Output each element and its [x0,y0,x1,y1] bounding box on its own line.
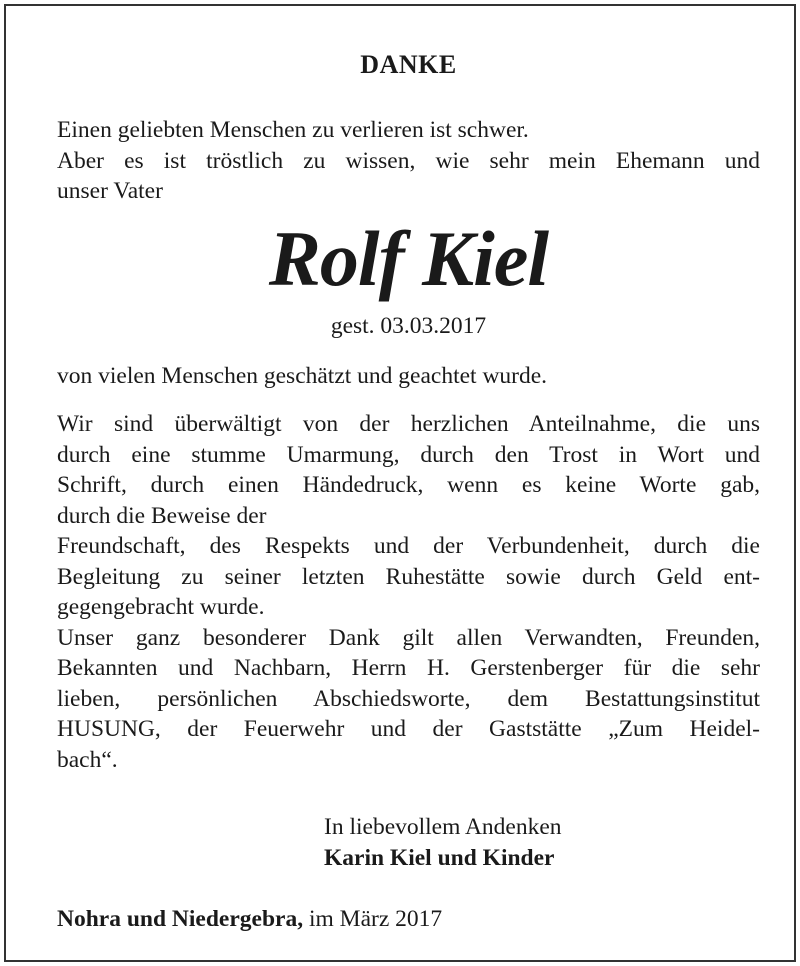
after-name-line: von vielen Menschen geschätzt und geachtet wurde. [57,363,548,389]
notice-frame [4,4,796,962]
notice-heading: DANKE [360,50,457,79]
signature-names: Karin Kiel und Kinder [324,844,555,871]
signature-block [324,812,562,873]
body-line: lieben, persönlichen Abschiedsworte, dem Bestattungsinstitut [57,685,760,712]
body-line: bach“. [57,746,118,773]
body-line: gegengebracht wurde. [57,594,265,620]
death-date: gest. 03.03.2017 [330,313,487,339]
body-line: durch eine stumme Umarmung, durch den Trost in Wort und [57,441,760,468]
signature-intro: In liebevollem Andenken [324,814,562,840]
after-name-text [57,361,760,392]
body-line: Schrift, durch einen Händedruck, wenn es keine Worte gab, [57,472,760,498]
thanks-body [57,409,760,775]
intro-line: Einen geliebten Menschen zu verlieren ist schwer. [57,117,529,143]
body-line: Begleitung zu seiner letzten Ruhestätte sowie durch Geld ent- [57,563,760,590]
intro-line: unser Vater [57,178,163,204]
body-line: Unser ganz besonderer Dank gilt allen Verwandten, Freunden, [57,624,760,651]
body-line: durch die Beweise der [57,502,267,529]
body-line: HUSUNG, der Feuerwehr und der Gaststätte „Zum Heidel- [57,716,760,742]
place-date: im März 2017 [303,906,443,932]
place-name: Nohra und Niedergebra, [57,906,304,932]
body-line: Wir sind überwältigt von der herzlichen Anteilnahme, die uns [57,411,760,437]
body-line: Bekannten und Nachbarn, Herrn H. Gerstenberger für die sehr [57,655,760,681]
deceased-name: Rolf Kiel [268,215,549,302]
intro-text [57,115,760,207]
place-and-date [57,904,760,935]
body-line: Freundschaft, des Respekts und der Verbundenheit, durch die [57,533,760,559]
intro-line: Aber es ist tröstlich zu wissen, wie sehr mein Ehemann und [57,147,760,174]
